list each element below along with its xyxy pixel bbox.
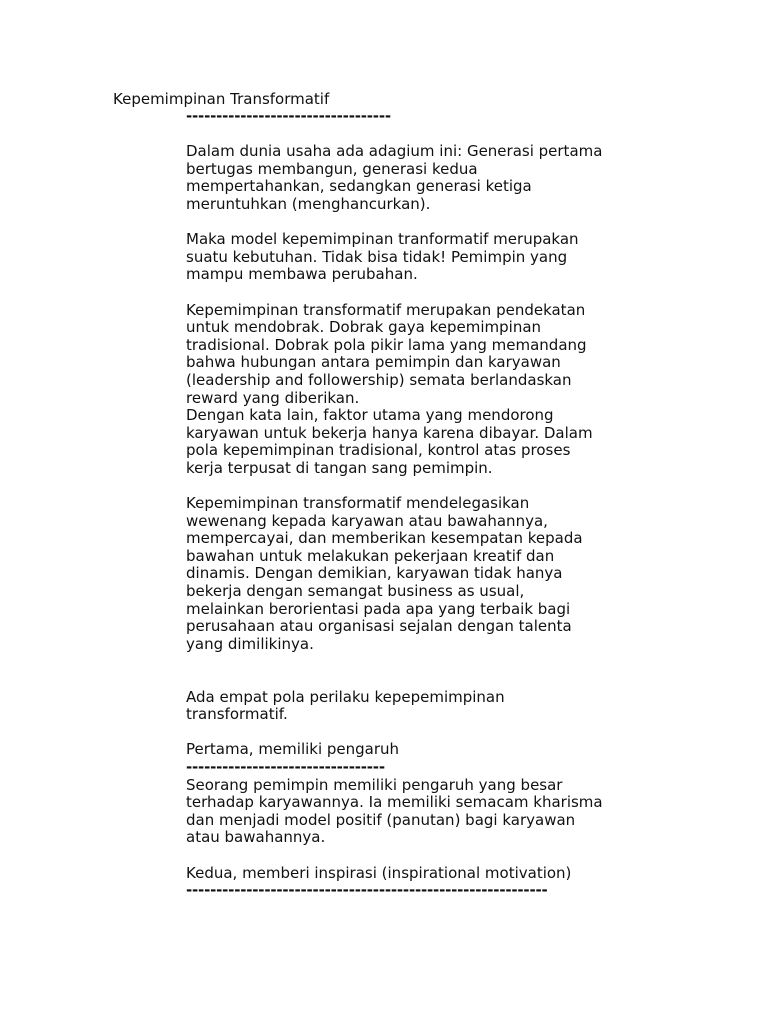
spacer bbox=[186, 477, 726, 495]
paragraph-delegasi: Kepemimpinan transformatif mendelegasikan wewenang kepada karyawan atau bawahannya, mempercayai, dan memberikan kesempatan kepada bawahan untuk melakukan pekerjaan kreatif dan dinamis. Dengan demikian, karyawan tidak hanya bekerja dengan semangat business as usual, melainkan berorientasi pada apa yang terbaik bagi perusahaan atau organisasi sejalan dengan talenta yang dimilikinya. bbox=[186, 494, 583, 653]
paragraph-pendekatan: Kepemimpinan transformatif merupakan pendekatan untuk mendobrak. Dobrak gaya kepemimpinan tradisional. Dobrak pola pikir lama yang memandang bahwa hubungan antara pemimpin dan karyawan (leadership and followership) semata berlandaskan reward yang diberikan. Dengan kata lain, faktor utama yang mendorong karyawan untuk bekerja hanya karena dibayar. Dalam pola kepemimpinan tradisional, kontrol atas proses kerja terpusat di tangan sang pemimpin. bbox=[186, 300, 593, 477]
spacer bbox=[186, 724, 726, 742]
section-underline-rule: ------------------------------------------------------------ bbox=[186, 881, 548, 900]
spacer bbox=[186, 126, 726, 144]
title-underline-rule: ---------------------------------- bbox=[186, 107, 391, 125]
spacer bbox=[186, 847, 726, 865]
spacer bbox=[186, 214, 726, 232]
spacer bbox=[186, 653, 726, 688]
section-underline-rule: --------------------------------- bbox=[186, 757, 385, 776]
paragraph-empat-pola: Ada empat pola perilaku kepepemimpinan transformatif. bbox=[186, 687, 505, 724]
paragraph-pengaruh: Seorang pemimpin memiliki pengaruh yang besar terhadap karyawannya. Ia memiliki semacam kharisma dan menjadi model positif (panutan) bagi karyawan atau bawahannya. bbox=[186, 775, 603, 847]
document-title: Kepemimpinan Transformatif bbox=[113, 90, 330, 108]
paragraph-kebutuhan: Maka model kepemimpinan tranformatif merupakan suatu kebutuhan. Tidak bisa tidak! Pemimpin yang mampu membawa perubahan. bbox=[186, 230, 579, 284]
section-heading-kedua: Kedua, memberi inspirasi (inspirational motivation) bbox=[186, 863, 572, 882]
document-body bbox=[186, 108, 726, 900]
spacer bbox=[186, 284, 726, 302]
section-heading-pertama: Pertama, memiliki pengaruh bbox=[186, 740, 400, 759]
paragraph-adagium: Dalam dunia usaha ada adagium ini: Generasi pertama bertugas membangun, generasi kedua mempertahankan, sedangkan generasi ketiga meruntuhkan (menghancurkan). bbox=[186, 142, 603, 213]
